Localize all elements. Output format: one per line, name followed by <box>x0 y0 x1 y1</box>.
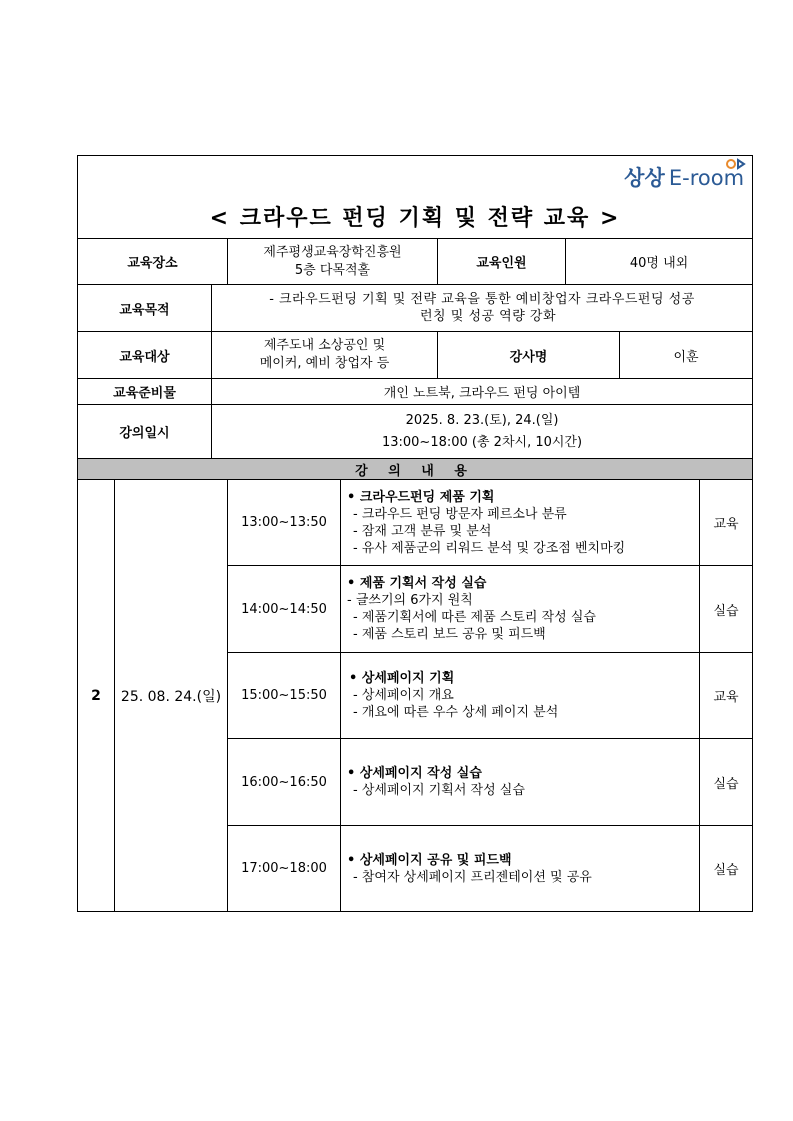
content-heading: • 상세페이지 기획 <box>349 671 455 686</box>
session-date: 25. 08. 24.(일) <box>115 480 228 912</box>
materials-value: 개인 노트북, 크라우드 펀딩 아이템 <box>212 379 753 405</box>
purpose-label: 교육목적 <box>78 285 212 332</box>
content-item: - 유사 제품군의 리워드 분석 및 강조점 벤치마킹 <box>353 540 626 556</box>
page-title: < 크라우드 펀딩 기획 및 전략 교육 > <box>209 206 621 231</box>
target-line2: 메이커, 예비 창업자 등 <box>259 356 390 371</box>
content-item: - 글쓰기의 6가지 원칙 <box>347 593 473 608</box>
target-value <box>212 332 438 379</box>
location-label: 교육장소 <box>78 239 228 285</box>
header <box>78 156 753 239</box>
content-item: - 개요에 따른 우수 상세 페이지 분석 <box>353 705 559 720</box>
purpose-line1: - 크라우드펀딩 기획 및 전략 교육을 통한 예비창업자 크라우드펀딩 성공 <box>269 292 695 307</box>
session-type: 교육 <box>700 480 753 566</box>
session-content <box>341 566 700 653</box>
location-line1: 제주평생교육장학진흥원 <box>263 244 402 260</box>
session-time: 15:00~15:50 <box>228 653 341 739</box>
session-time: 17:00~18:00 <box>228 826 341 912</box>
content-item: - 잠재 고객 분류 및 분석 <box>353 523 492 539</box>
logo-mark-icon <box>726 158 746 176</box>
location-value <box>228 239 438 285</box>
capacity-label: 교육인원 <box>438 239 566 285</box>
target-line1: 제주도내 소상공인 및 <box>263 338 386 353</box>
content-heading: • 상세페이지 작성 실습 <box>347 766 482 781</box>
logo <box>624 162 744 196</box>
content-item: - 크라우드 펀딩 방문자 페르소나 분류 <box>353 506 567 522</box>
instructor-label: 강사명 <box>438 332 620 379</box>
section-title: 강 의 내 용 <box>78 459 753 480</box>
session-content <box>341 826 700 912</box>
session-type: 실습 <box>700 739 753 826</box>
content-item: - 제품기획서에 따른 제품 스토리 작성 실습 <box>353 610 596 625</box>
schedule-line1: 2025. 8. 23.(토), 24.(일) <box>405 412 559 428</box>
instructor-value: 이훈 <box>620 332 753 379</box>
target-label: 교육대상 <box>78 332 212 379</box>
schedule-line2: 13:00~18:00 (총 2차시, 10시간) <box>381 434 583 450</box>
session-time: 16:00~16:50 <box>228 739 341 826</box>
content-item: - 상세페이지 기획서 작성 실습 <box>353 783 525 798</box>
session-time: 13:00~13:50 <box>228 480 341 566</box>
capacity-value: 40명 내외 <box>566 239 753 285</box>
session-time: 14:00~14:50 <box>228 566 341 653</box>
content-item: - 상세페이지 개요 <box>353 688 454 703</box>
logo-korean: 상상 <box>624 166 665 190</box>
content-item: - 참여자 상세페이지 프리젠테이션 및 공유 <box>353 869 592 885</box>
session-number: 2 <box>78 480 115 912</box>
session-row <box>78 480 753 566</box>
location-line2: 5층 다목적홀 <box>294 262 371 278</box>
content-item: - 제품 스토리 보드 공유 및 피드백 <box>353 627 546 642</box>
schedule-value <box>212 405 753 459</box>
logo-english: E-room <box>668 166 745 190</box>
session-content <box>341 480 700 566</box>
content-heading: • 크라우드펀딩 제품 기획 <box>347 489 495 505</box>
document <box>77 155 752 912</box>
session-type: 실습 <box>700 566 753 653</box>
session-content <box>341 653 700 739</box>
session-content <box>341 739 700 826</box>
purpose-line2: 런칭 및 성공 역량 강화 <box>420 309 557 324</box>
content-heading: • 상세페이지 공유 및 피드백 <box>347 852 512 868</box>
content-heading: • 제품 기획서 작성 실습 <box>347 576 487 591</box>
schedule-label: 강의일시 <box>78 405 212 459</box>
course-table <box>77 155 753 912</box>
session-type: 실습 <box>700 826 753 912</box>
materials-label: 교육준비물 <box>78 379 212 405</box>
purpose-value <box>212 285 753 332</box>
session-type: 교육 <box>700 653 753 739</box>
